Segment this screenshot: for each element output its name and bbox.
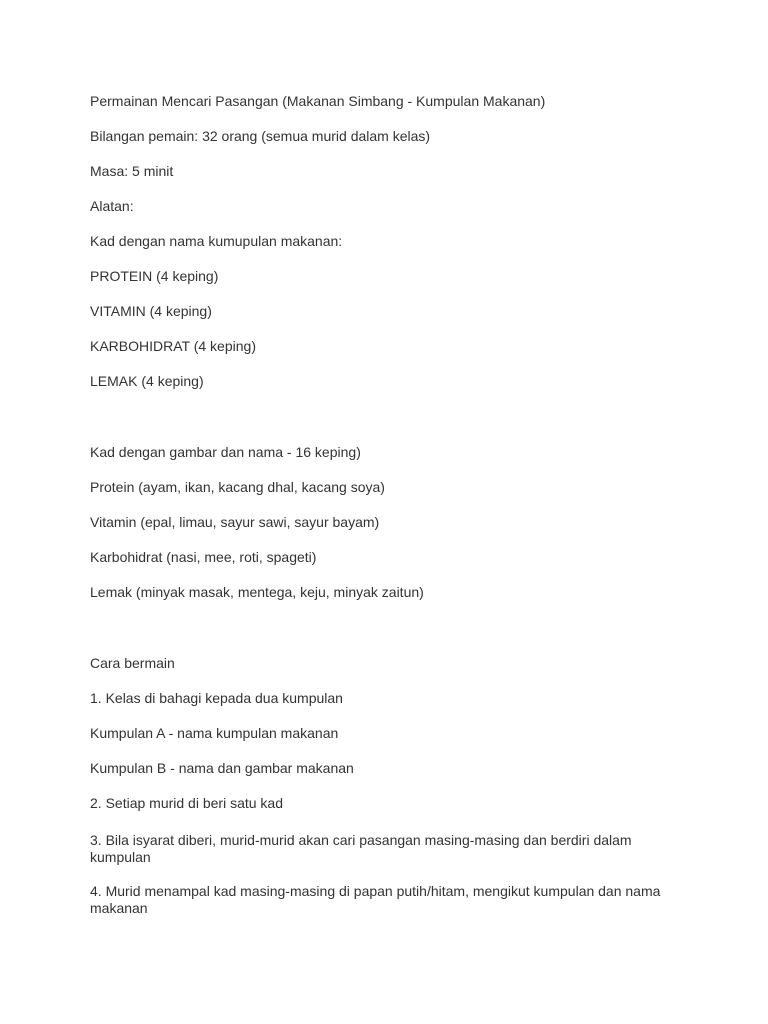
group-card-item: KARBOHIDRAT (4 keping) (90, 338, 256, 354)
players-line: Bilangan pemain: 32 orang (semua murid dalam kelas) (90, 128, 431, 144)
step-item: 3. Bila isyarat diberi, murid-murid akan cari pasangan masing-masing dan berdiri dalam kumpulan (90, 832, 632, 865)
group-card-item: VITAMIN (4 keping) (90, 303, 212, 319)
picture-card-item: Vitamin (epal, limau, sayur sawi, sayur bayam) (90, 514, 380, 530)
step-item: Kumpulan B - nama dan gambar makanan (90, 760, 354, 776)
cards-picture-heading: Kad dengan gambar dan nama - 16 keping) (90, 444, 361, 460)
step-item: Kumpulan A - nama kumpulan makanan (90, 725, 339, 741)
group-card-item: LEMAK (4 keping) (90, 373, 204, 389)
time-line: Masa: 5 minit (90, 163, 174, 179)
tools-heading: Alatan: (90, 198, 134, 214)
picture-card-item: Protein (ayam, ikan, kacang dhal, kacang soya) (90, 479, 385, 495)
picture-card-item: Karbohidrat (nasi, mee, roti, spageti) (90, 549, 317, 565)
step-item: 2. Setiap murid di beri satu kad (90, 795, 283, 811)
picture-card-item: Lemak (minyak masak, mentega, keju, minyak zaitun) (90, 584, 424, 600)
step-item: 4. Murid menampal kad masing-masing di papan putih/hitam, mengikut kumpulan dan nama makanan (90, 883, 661, 916)
group-card-item: PROTEIN (4 keping) (90, 268, 219, 284)
step-item: 1. Kelas di bahagi kepada dua kumpulan (90, 690, 343, 706)
document-title: Permainan Mencari Pasangan (Makanan Simbang - Kumpulan Makanan) (90, 93, 546, 109)
how-to-play-heading: Cara bermain (90, 655, 175, 671)
cards-group-heading: Kad dengan nama kumupulan makanan: (90, 233, 343, 249)
